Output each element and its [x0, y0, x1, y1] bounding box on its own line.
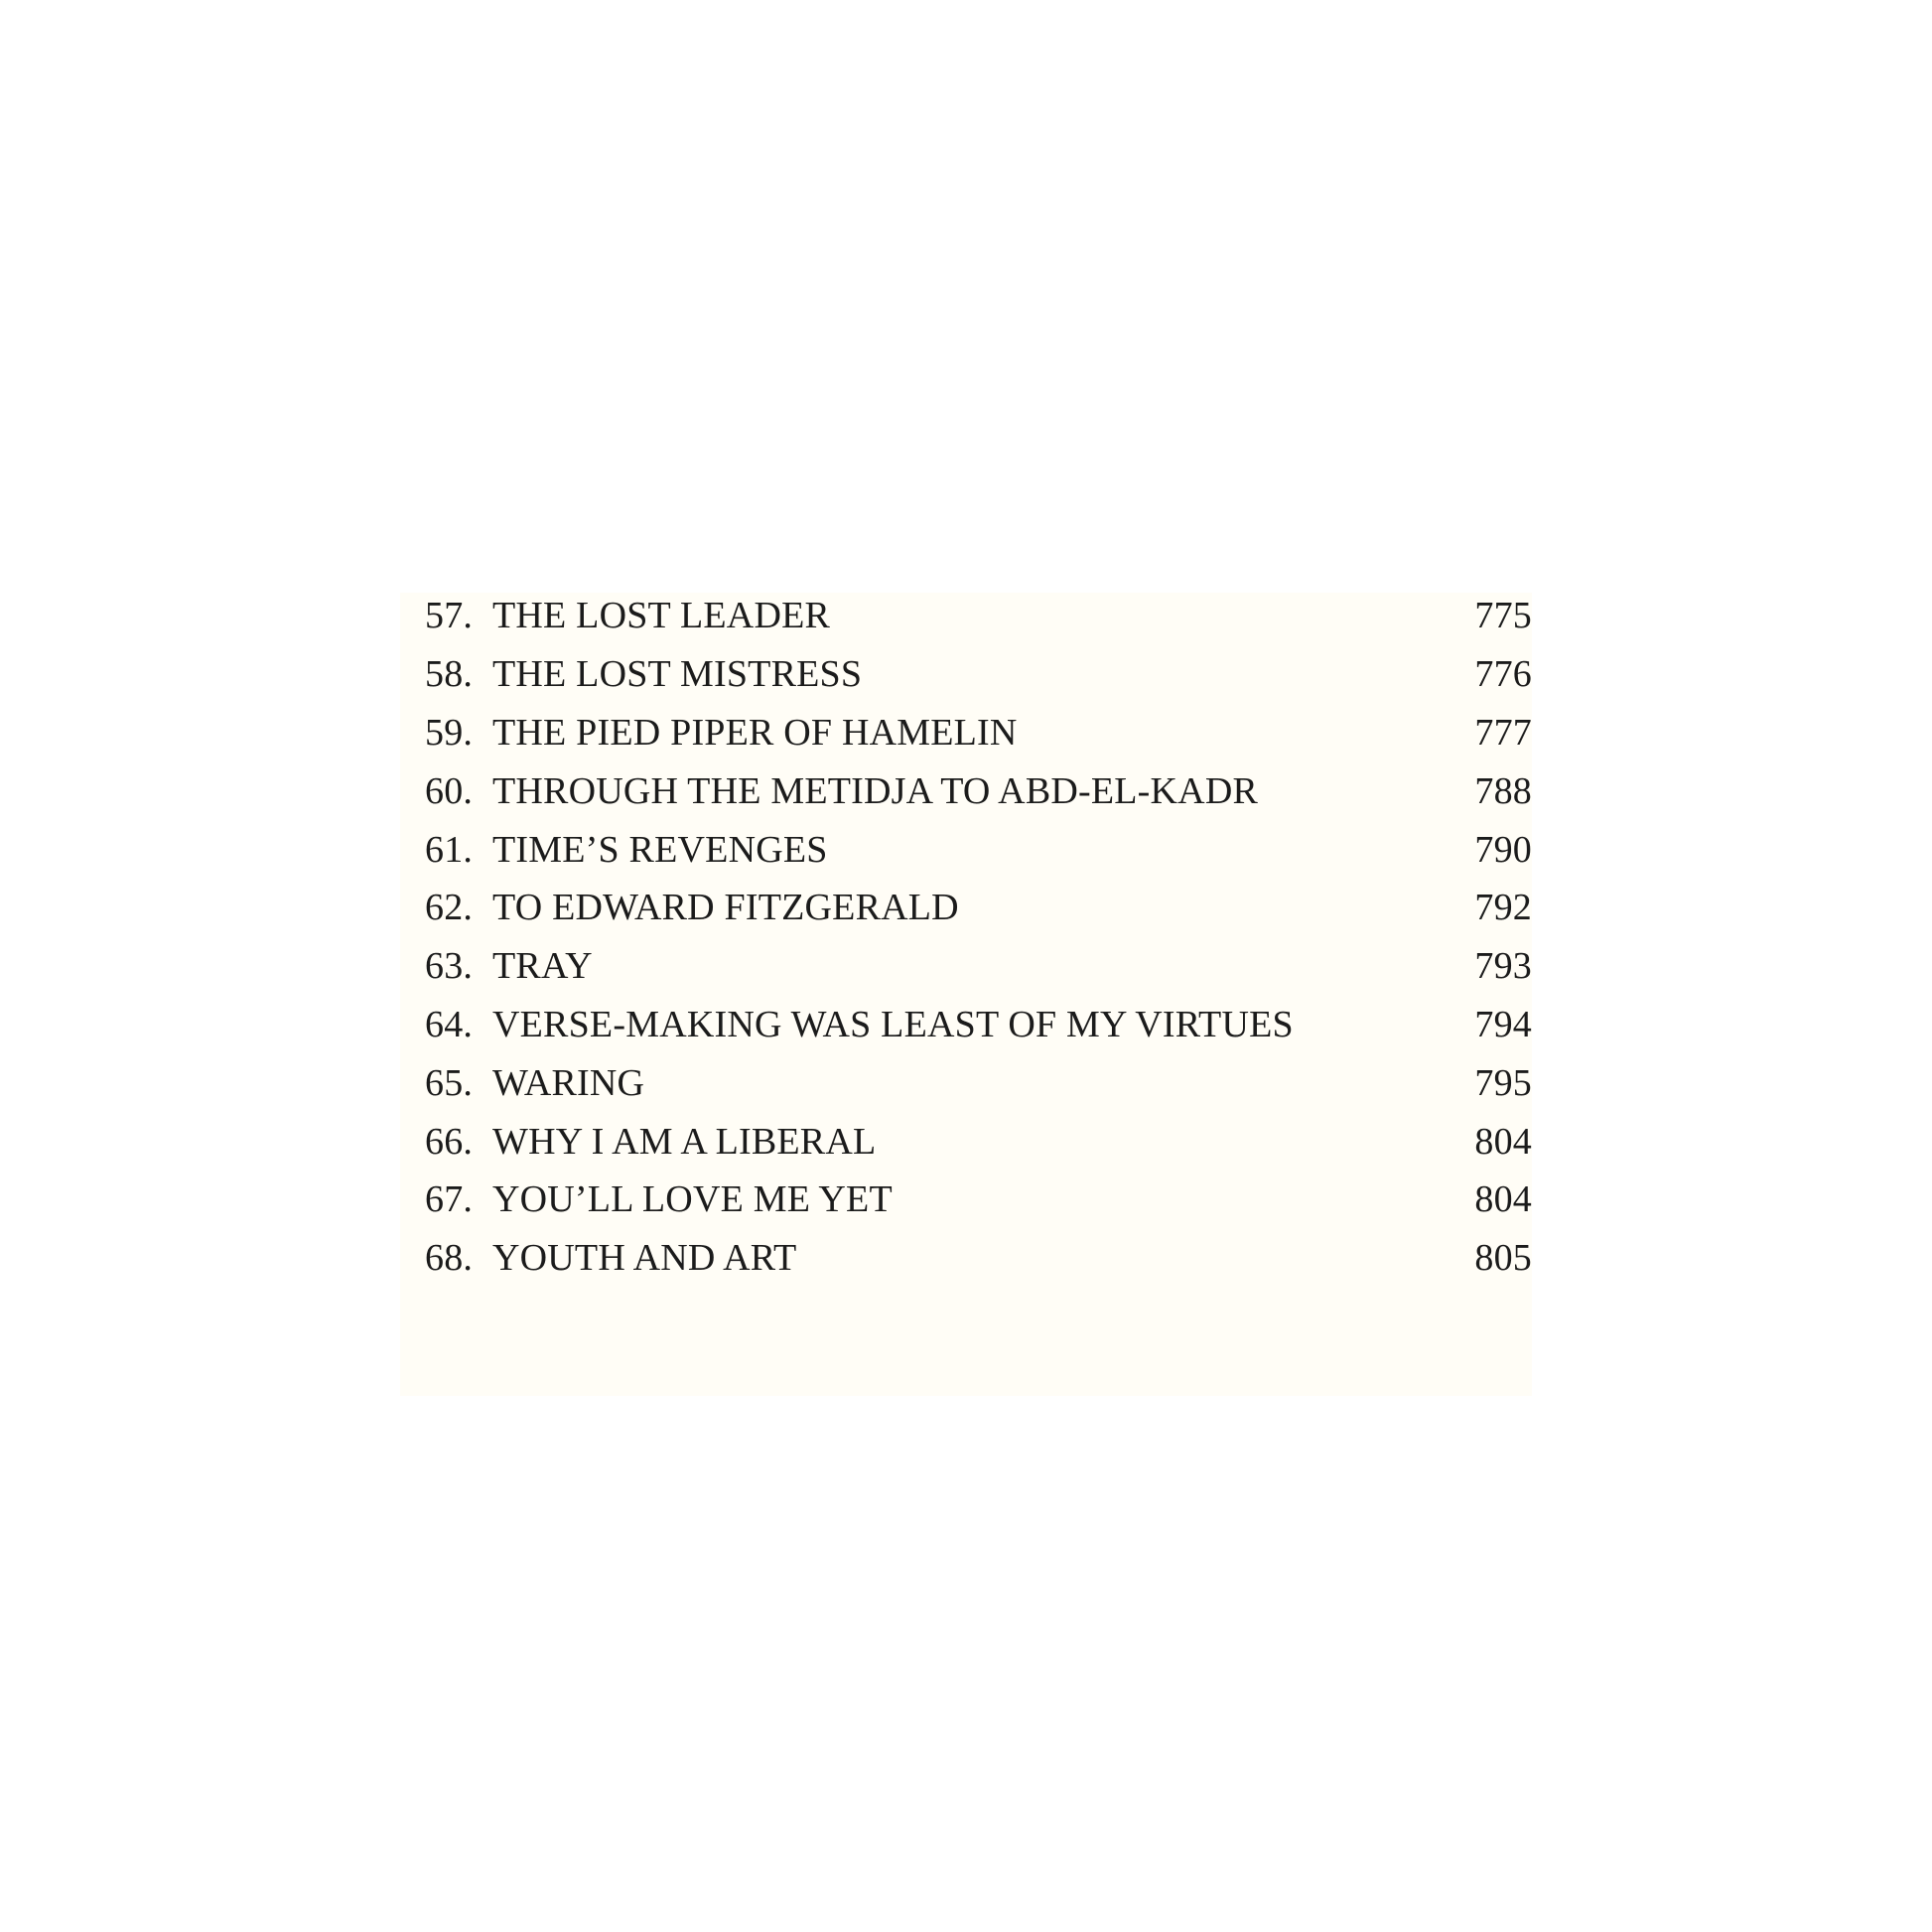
toc-entry — [425, 587, 1532, 645]
toc-entry — [425, 937, 1532, 996]
toc-list — [425, 587, 1532, 1288]
toc-entry-page: 790 — [1474, 828, 1532, 871]
toc-entry-title: WHY I AM A LIBERAL — [492, 1120, 877, 1163]
toc-entry-page: 788 — [1474, 769, 1532, 812]
toc-entry-page: 795 — [1474, 1061, 1532, 1104]
toc-entry-title: YOUTH AND ART — [492, 1237, 797, 1280]
toc-entry-number: 58. — [425, 653, 474, 696]
toc-entry — [425, 704, 1532, 762]
toc-entry-number: 59. — [425, 711, 474, 754]
toc-entry-title: WARING — [492, 1061, 645, 1104]
toc-entry — [425, 1229, 1532, 1288]
toc-entry-number: 62. — [425, 887, 474, 929]
toc-entry-number: 64. — [425, 1003, 474, 1045]
toc-entry — [425, 879, 1532, 937]
toc-entry — [425, 1171, 1532, 1229]
toc-entry-number: 67. — [425, 1178, 474, 1221]
toc-entry-page: 777 — [1474, 711, 1532, 754]
toc-entry-title: THE LOST MISTRESS — [492, 653, 863, 696]
toc-entry-page: 792 — [1474, 887, 1532, 929]
toc-entry-page: 793 — [1474, 945, 1532, 988]
toc-entry — [425, 1112, 1532, 1171]
toc-entry-title: TO EDWARD FITZGERALD — [492, 887, 959, 929]
toc-entry — [425, 1053, 1532, 1112]
toc-entry-number: 60. — [425, 769, 474, 812]
toc-entry-number: 57. — [425, 595, 474, 637]
toc-entry-page: 804 — [1474, 1120, 1532, 1163]
toc-entry-title: YOU’LL LOVE ME YET — [492, 1178, 893, 1221]
toc-entry-page: 805 — [1474, 1237, 1532, 1280]
toc-entry — [425, 820, 1532, 879]
toc-entry-number: 66. — [425, 1120, 474, 1163]
toc-entry-number: 65. — [425, 1061, 474, 1104]
toc-entry-page: 804 — [1474, 1178, 1532, 1221]
toc-entry-number: 61. — [425, 828, 474, 871]
toc-entry-page: 794 — [1474, 1003, 1532, 1045]
toc-entry-title: TIME’S REVENGES — [492, 828, 828, 871]
toc-entry — [425, 996, 1532, 1054]
toc-entry-number: 68. — [425, 1237, 474, 1280]
toc-entry — [425, 761, 1532, 820]
toc-entry-title: VERSE-MAKING WAS LEAST OF MY VIRTUES — [492, 1003, 1294, 1045]
toc-entry-number: 63. — [425, 945, 474, 988]
toc-entry-title: THROUGH THE METIDJA TO ABD-EL-KADR — [492, 769, 1259, 812]
toc-entry-page: 775 — [1474, 595, 1532, 637]
toc-entry-title: THE LOST LEADER — [492, 595, 831, 637]
toc-entry — [425, 645, 1532, 704]
toc-entry-page: 776 — [1474, 653, 1532, 696]
toc-entry-title: THE PIED PIPER OF HAMELIN — [492, 711, 1018, 754]
toc-entry-title: TRAY — [492, 945, 593, 988]
